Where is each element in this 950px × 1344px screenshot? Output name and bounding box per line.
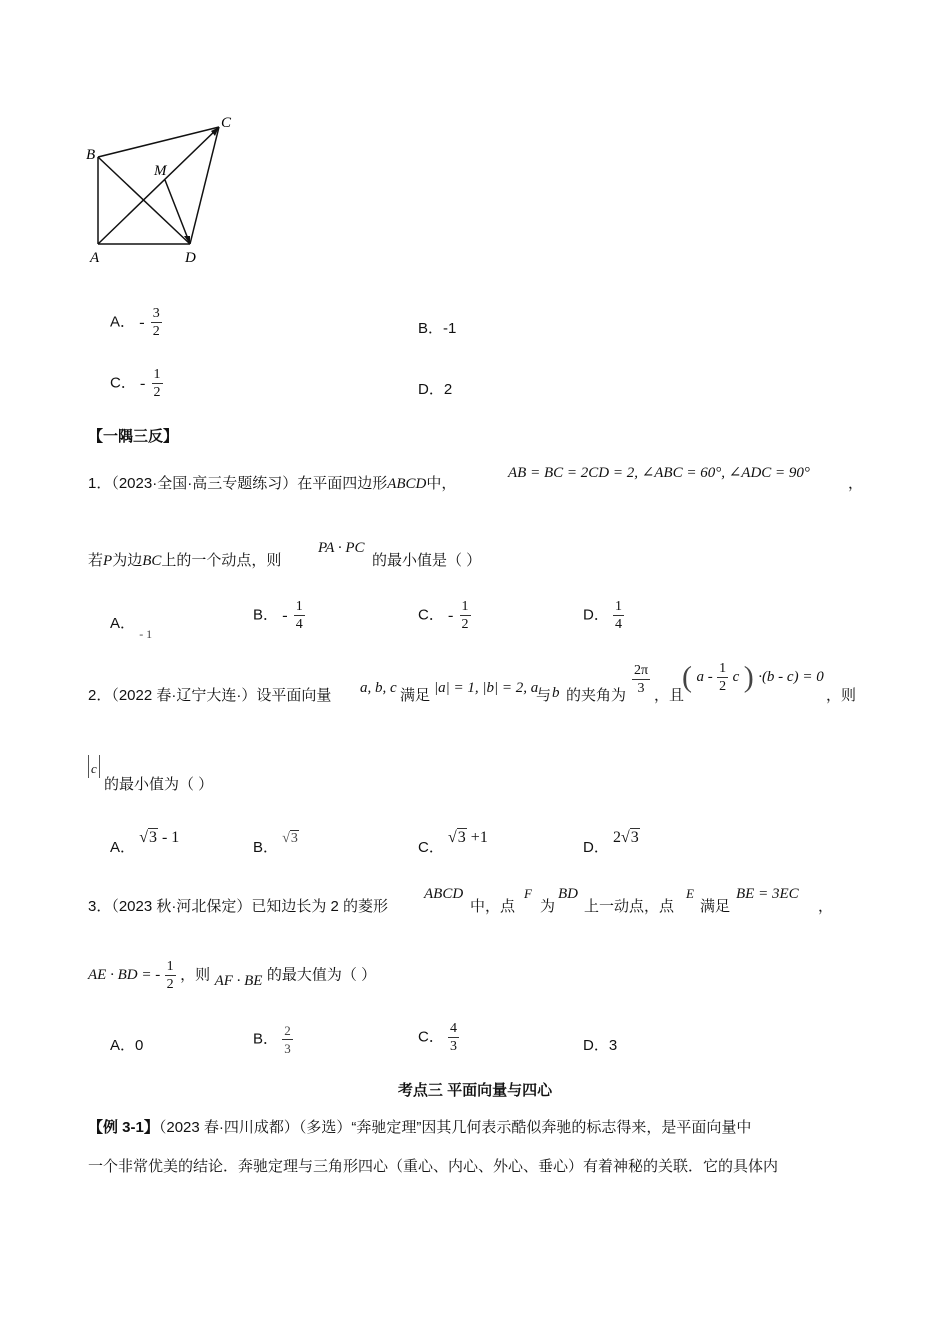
q3-t1: 中，点 [470,898,516,915]
fraction: $\frac{1}{4}$ [295,599,303,632]
q1-option-a[interactable]: A． $_{- 1}$ [110,615,153,641]
q3-comma: ， [818,898,834,915]
q3-f: F [524,886,532,901]
q3-line2: AE · BD = - $\frac{1}{2}$ ，则 AF · BE 的最大值为（ ） [88,959,377,992]
fraction: $\frac{1}{2}$ [461,599,469,632]
label-C: C [221,115,232,131]
q3-option-c[interactable]: C． $\frac{4}{3}$ [418,1021,458,1054]
label-D: D [185,250,196,266]
q1-line2: 若P为边BC上的一个动点，则 [88,552,282,569]
q3-e: E [686,886,694,901]
q2-option-b[interactable]: B． √3 [253,831,298,856]
q1-option-b[interactable]: B． - $\frac{1}{4}$ [253,599,303,632]
prev-option-a[interactable]: A． - $\frac{3}{2}$ [110,306,160,339]
q1-line1: 1．（2023·全国·高三专题练习）在平面四边形ABCD中， [88,475,457,492]
q3-condition: BE = 3EC [736,886,799,902]
q2-equation: ( a - $\frac{1}{2}$ c ) ·(b - c) = 0 [682,660,824,694]
q1-option-c[interactable]: C． - $\frac{1}{2}$ [418,599,469,632]
q2-line2: 的最小值为（ ） [104,776,214,793]
q2-angle: $\frac{2\pi}{3}$ [634,663,649,696]
topic3-title: 考点三 平面向量与四心 [397,1082,553,1099]
q2-condition: |a| = 1, |b| = 2, a [434,680,539,696]
q1-dot-product: PA · PC [318,540,365,556]
fraction: $\frac{1}{4}$ [615,599,623,632]
label-A: A [90,250,100,266]
q2-option-c[interactable]: C． √3 +1 [418,829,488,856]
q2-b: b [552,685,560,701]
section-header: 【一隅三反】 [88,428,179,445]
label-M: M [154,163,167,179]
q2-option-d[interactable]: D． 2√3 [583,829,639,856]
fraction: $\frac{1}{2}$ [153,367,161,400]
label-B: B [86,147,96,163]
q1-comma: ， [848,475,864,492]
prev-option-c[interactable]: C． - $\frac{1}{2}$ [110,367,161,400]
q2-vectors: a, b, c [360,680,397,696]
q2-t3: 的夹角为 [566,687,627,704]
q3-option-d[interactable]: D．3 [583,1037,618,1054]
q3-bd: BD [558,886,578,902]
q3-t3: 上一动点，点 [584,898,675,915]
q3-line1-start: 3．（2023 秋·河北保定）已知边长为 2 的菱形 [88,898,389,915]
fraction: $\frac{3}{2}$ [152,306,160,339]
fraction: $\frac{2}{3}$ [284,1023,291,1056]
topic3-line1: 【例 3-1】（2023 春·四川成都）（多选）“奔驰定理”因其几何表示酷似奔驰的标志得来，是平面向量中 [88,1119,752,1136]
q3-abcd: ABCD [424,886,464,902]
q1-option-d[interactable]: D． $\frac{1}{4}$ [583,599,623,632]
q1-line2-end: 的最小值是（ ） [372,552,482,569]
q2-option-a[interactable]: A． √3 - 1 [110,829,180,856]
topic3-line2: 一个非常优美的结论．奔驰定理与三角形四心（重心、内心、外心、垂心）有着神秘的关联．它的具体内 [88,1158,779,1175]
q2-line1-start: 2．（2022 春·辽宁大连·）设平面向量 [88,687,332,704]
q3-option-b[interactable]: B． $\frac{2}{3}$ [253,1023,291,1056]
q2-t4: ，且 [654,687,685,704]
q2-t1: 满足 [400,687,431,704]
prev-option-b[interactable]: B．-1 [418,320,457,337]
q2-t2: 与 [536,687,552,704]
q3-option-a[interactable]: A．0 [110,1037,144,1054]
q2-abs-c: c [88,760,100,778]
q3-t2: 为 [540,898,556,915]
q1-conditions: AB = BC = 2CD = 2, ∠ABC = 60°, ∠ADC = 90° [508,465,810,481]
fraction: $\frac{4}{3}$ [450,1021,458,1054]
q3-t4: 满足 [700,898,731,915]
quadrilateral-figure [80,105,250,270]
q2-t5: ，则 [826,687,857,704]
prev-option-d[interactable]: D．2 [418,381,453,398]
